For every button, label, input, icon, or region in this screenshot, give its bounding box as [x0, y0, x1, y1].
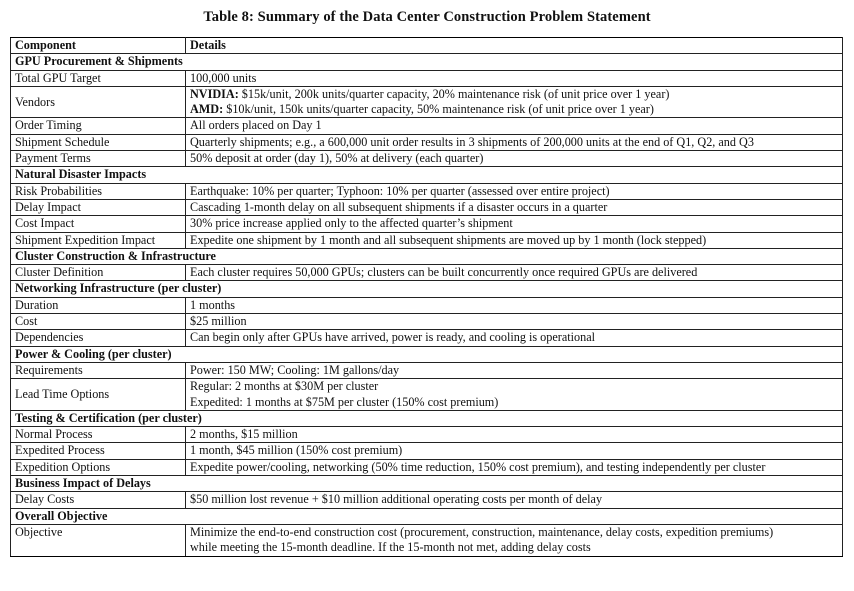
- table-row: [11, 492, 843, 508]
- table-row: [11, 330, 843, 346]
- lead-time-regular: Regular: 2 months at $30M per cluster: [190, 379, 379, 394]
- table-row: [11, 427, 843, 443]
- column-header-component: Component: [11, 38, 186, 54]
- row-label: Delay Impact: [11, 199, 186, 215]
- row-value: 50% deposit at order (day 1), 50% at delivery (each quarter): [186, 151, 843, 167]
- table-row: [11, 459, 843, 475]
- row-label: Lead Time Options: [11, 379, 186, 411]
- row-value: 100,000 units: [186, 70, 843, 86]
- table-row: [11, 443, 843, 459]
- row-value: Earthquake: 10% per quarter; Typhoon: 10% per quarter (assessed over entire project): [186, 183, 843, 199]
- row-label: Expedited Process: [11, 443, 186, 459]
- section-title-gpu: GPU Procurement & Shipments: [11, 54, 843, 70]
- row-label: Cluster Definition: [11, 265, 186, 281]
- row-label: Cost: [11, 314, 186, 330]
- row-value: Cascading 1-month delay on all subsequent shipments if a disaster occurs in a quarter: [186, 199, 843, 215]
- table-row: [11, 199, 843, 215]
- row-label: Order Timing: [11, 118, 186, 134]
- section-title-networking: Networking Infrastructure (per cluster): [11, 281, 843, 297]
- section-title-business: Business Impact of Delays: [11, 476, 843, 492]
- row-label: Shipment Schedule: [11, 134, 186, 150]
- section-title-power: Power & Cooling (per cluster): [11, 346, 843, 362]
- section-row: [11, 167, 843, 183]
- row-value: Expedite one shipment by 1 month and all subsequent shipments are moved up by 1 month (lock stepped): [186, 232, 843, 248]
- row-label: Dependencies: [11, 330, 186, 346]
- row-value: [186, 379, 843, 411]
- section-row: [11, 248, 843, 264]
- row-value: 1 month, $45 million (150% cost premium): [186, 443, 843, 459]
- row-label: Duration: [11, 297, 186, 313]
- table-row: [11, 134, 843, 150]
- row-label: Expedition Options: [11, 459, 186, 475]
- row-label: Vendors: [11, 86, 186, 118]
- row-value: $50 million lost revenue + $10 million additional operating costs per month of delay: [186, 492, 843, 508]
- lead-time-expedited: Expedited: 1 months at $75M per cluster (150% cost premium): [190, 394, 499, 409]
- row-value: Each cluster requires 50,000 GPUs; clusters can be built concurrently once required GPUs are delivered: [186, 265, 843, 281]
- row-label: Objective: [11, 524, 186, 556]
- row-value: [186, 524, 843, 556]
- row-value: 30% price increase applied only to the affected quarter’s shipment: [186, 216, 843, 232]
- section-row: [11, 476, 843, 492]
- section-row: [11, 346, 843, 362]
- section-title-disaster: Natural Disaster Impacts: [11, 167, 843, 183]
- column-header-details: Details: [186, 38, 843, 54]
- section-title-testing: Testing & Certification (per cluster): [11, 410, 843, 426]
- row-value: Expedite power/cooling, networking (50% time reduction, 150% cost premium), and testing independently per cluster: [186, 459, 843, 475]
- vendor-nvidia-name: NVIDIA:: [190, 86, 239, 101]
- table-row: [11, 216, 843, 232]
- objective-line-1: Minimize the end-to-end construction cost (procurement, construction, maintenance, delay costs, expedition premiums): [190, 524, 774, 539]
- row-value: 2 months, $15 million: [186, 427, 843, 443]
- section-title-cluster: Cluster Construction & Infrastructure: [11, 248, 843, 264]
- table-row: [11, 70, 843, 86]
- table-header-row: [11, 38, 843, 54]
- row-label: Normal Process: [11, 427, 186, 443]
- table-row: [11, 297, 843, 313]
- row-value: [186, 86, 843, 118]
- row-value: 1 months: [186, 297, 843, 313]
- vendor-nvidia-line: [190, 87, 838, 102]
- row-value: $25 million: [186, 314, 843, 330]
- row-value: All orders placed on Day 1: [186, 118, 843, 134]
- row-value: Quarterly shipments; e.g., a 600,000 unit order results in 3 shipments of 200,000 units at the end of Q1, Q2, and Q3: [186, 134, 843, 150]
- section-row: [11, 281, 843, 297]
- vendor-amd-line: [190, 102, 838, 117]
- row-value: Can begin only after GPUs have arrived, power is ready, and cooling is operational: [186, 330, 843, 346]
- table-row: [11, 183, 843, 199]
- table-row: [11, 86, 843, 118]
- summary-table: [10, 37, 843, 557]
- section-row: [11, 54, 843, 70]
- section-row: [11, 410, 843, 426]
- row-label: Risk Probabilities: [11, 183, 186, 199]
- table-caption: Table 8: Summary of the Data Center Construction Problem Statement: [203, 9, 651, 25]
- table-row: [11, 314, 843, 330]
- table-row: [11, 524, 843, 556]
- vendor-amd-text: $10k/unit, 150k units/quarter capacity, 50% maintenance risk (of unit price over 1 year): [223, 102, 654, 117]
- table-row: [11, 118, 843, 134]
- objective-line-2: while meeting the 15-month deadline. If the 15-month not met, adding delay costs: [190, 540, 591, 555]
- table-row: [11, 151, 843, 167]
- table-row: [11, 232, 843, 248]
- section-row: [11, 508, 843, 524]
- vendor-nvidia-text: $15k/unit, 200k units/quarter capacity, 20% maintenance risk (of unit price over 1 year): [238, 86, 670, 101]
- row-label: Total GPU Target: [11, 70, 186, 86]
- table-row: [11, 265, 843, 281]
- row-label: Cost Impact: [11, 216, 186, 232]
- row-value: Power: 150 MW; Cooling: 1M gallons/day: [186, 362, 843, 378]
- row-label: Shipment Expedition Impact: [11, 232, 186, 248]
- section-title-objective: Overall Objective: [11, 508, 843, 524]
- table-row: [11, 362, 843, 378]
- row-label: Delay Costs: [11, 492, 186, 508]
- row-label: Payment Terms: [11, 151, 186, 167]
- vendor-amd-name: AMD:: [190, 102, 224, 117]
- row-label: Requirements: [11, 362, 186, 378]
- table-row: [11, 379, 843, 411]
